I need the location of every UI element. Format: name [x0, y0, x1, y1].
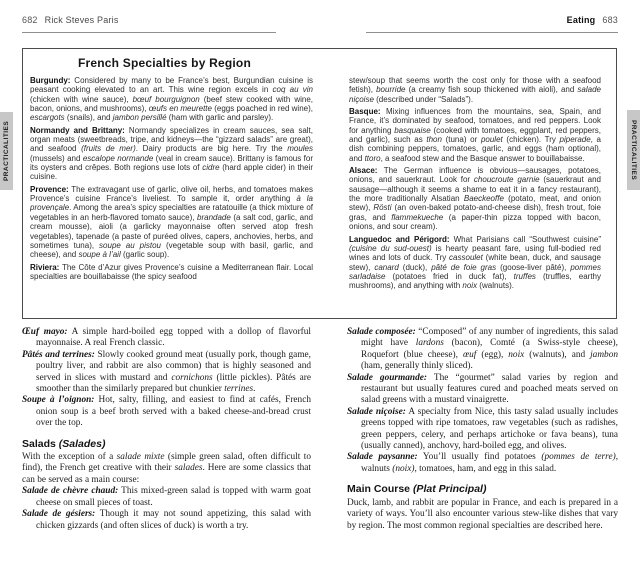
region-paragraph-riviera: [30, 263, 313, 282]
region-text: stew/soup that seems worth the cost only for those with a seafood fetish), bourride (a creamy fish soup thickened with aioli), and salade niçoise (described under “Salads”).: [349, 76, 601, 104]
heading-french: (Plat Principal): [412, 483, 487, 496]
side-tab-left: [0, 112, 13, 190]
region-name: Provence:: [30, 184, 69, 194]
food-entry-salade-paysanne: [347, 452, 618, 475]
entry-text: This mixed-green salad is topped with warm goat cheese on small pieces of toast.: [36, 486, 311, 508]
region-paragraph-alsace: [349, 166, 601, 231]
entry-term: Salade paysanne:: [347, 452, 418, 463]
entry-text: Slowly cooked ground meat (usually pork, though game, poultry liver, and rabbit are also common) that is highly seasoned and served in slices with mustard and cornichons (little pickles). Pâtés are smoother than the similarly prepared but chunkier terrines.: [36, 349, 312, 395]
region-name: Languedoc and Périgord:: [349, 234, 450, 244]
side-tab-left-label: PRACTICALITIES: [3, 120, 10, 182]
region-text: What Parisians call “Southwest cuisine” (cuisine du sud-ouest) is hearty peasant fare, using full-bodied red wines and lots of duck. Try cassoulet (white bean, duck, and sausage stew), canard (duck), pâté de foie gras (goose-liver pâté), pommes sarladaise (potatoes fried in duck fat), truffes (truffles, earthy mushrooms), and anything with noix (walnuts).: [349, 234, 601, 291]
region-paragraph-riviera-continued: [349, 76, 601, 104]
entry-text: You’ll usually find potatoes (pommes de terre), walnuts (noix), tomatoes, ham, and egg in this salad.: [361, 452, 619, 474]
region-name: Riviera:: [30, 262, 60, 272]
food-entry-salade-composee: [347, 327, 618, 373]
entry-text: A simple hard-boiled egg topped with a dollop of flavorful mayonnaise. A real French classic.: [36, 327, 312, 349]
region-name: Alsace:: [349, 166, 378, 176]
main-course-paragraph: Duck, lamb, and rabbit are popular in France, and each is prepared in a variety of ways. You’ll also encounter various stew-like dishes that vary by region. The most common regional specialties are described here.: [347, 497, 618, 531]
food-entry-salade-gesiers: [22, 509, 311, 532]
region-text: Normandy specializes in cream sauces, sea salt, organ meats (sweetbreads, tripe, and kidneys—the “gizzard salads” are great), and seafood (fruits de mer). Dairy products are big here. Try the moules (mussels) and escalope normande (veal in cream sauce). Brittany is famous for its oysters and crêpes. Both regions use lots of cidre (hard apple cider) in their cuisine.: [30, 125, 313, 182]
entry-term: Pâtés and terrines:: [22, 349, 95, 360]
entry-term: Salade gourmande:: [347, 372, 427, 383]
salads-intro-paragraph: With the exception of a salade mixte (simple green salad, often difficult to find), the French get creative with their salades. Here are some classics that can be served as a main course:: [22, 452, 311, 485]
header-rule-right: [366, 32, 618, 33]
running-header: [22, 15, 618, 25]
verso-running-head: [22, 15, 119, 25]
entry-text: A specialty from Nice, this tasty salad usually includes greens topped with ripe tomatoes, raw vegetables (such as radishes, green peppers, celery, and perhaps artichoke or fava beans), tuna (usually canned), anchovy, hard-boiled egg, and olives.: [361, 406, 618, 452]
body-column-left: [22, 327, 311, 532]
chapter-title: Eating: [566, 15, 596, 25]
sidebar-box-title: French Specialties by Region: [78, 56, 251, 70]
sidebar-box-right-column: [349, 51, 601, 314]
region-text: The German influence is obvious—sausages, potatoes, onions, and sauerkraut. Look for choucroute garnie (sauerkraut and sausage—although it seems a shame to eat it in a fancy restaurant), the more traditionally Alsatian Baeckeoffe (potato, meat, and onion stew), Rösti (an oven-baked potato-and-cheese dish), fresh trout, foie gras, and flammekueche (a paper-thin pizza topped with bacon, onions, and sour cream).: [349, 166, 601, 232]
region-name: Normandy and Brittany:: [30, 125, 125, 135]
region-paragraph-languedoc-perigord: [349, 235, 601, 291]
sidebar-box: [22, 48, 617, 319]
food-entry-salade-nicoise: [347, 407, 618, 453]
header-rule-left: [22, 32, 276, 33]
heading-french: (Salades): [58, 437, 106, 450]
region-text: The extravagant use of garlic, olive oil, herbs, and tomatoes makes Provence’s cuisine France’s liveliest. To sample it, order anything à la provençale. Among the area’s spicy specialties are ratatouille (a thick mixture of vegetables in an herb-flavored tomato sauce), brandade (a salt cod, garlic, and cream mousse), aioli (a garlicky mayonnaise often served atop fresh vegetables), tapenade (a paste of puréed olives, capers, anchovies, herbs, and sometimes tuna), soupe au pistou (vegetable soup with basil, garlic, and cheese), and soupe à l’ail (garlic soup).: [30, 184, 313, 260]
food-entry-salade-chevre-chaud: [22, 486, 311, 509]
region-text: Considered by many to be France’s best, Burgundian cuisine is peasant cooking elevated to an art. This wine region excels in coq au vin (chicken with wine sauce), bœuf bourguignon (beef stew cooked with wine, bacon, onions, and mushrooms), œufs en meurette (eggs poached in red wine), escargots (snails), and jambon persillé (ham with garlic and parsley).: [30, 76, 313, 123]
entry-term: Salade composée:: [347, 327, 416, 337]
book-title: Rick Steves Paris: [44, 15, 119, 25]
heading-main: Main Course: [347, 483, 411, 496]
food-entry-salade-gourmande: [347, 373, 618, 407]
food-entry-soupe-oignon: [22, 395, 311, 429]
left-page-number: 682: [22, 15, 38, 25]
region-text: Mixing influences from the mountains, sea, Spain, and France, it’s dominated by seafood, tomatoes, and red peppers. Look for anything basquaise (cooked with tomatoes, eggplant, red peppers, and garlic), such as thon (tuna) or poulet (chicken). Try piperade, a dish combining peppers, tomatoes, garlic, and eggs (ham optional), and ttoro, a seafood stew and the Basque answer to bouillabaisse.: [349, 107, 601, 163]
sidebar-box-left-column: [30, 51, 313, 314]
region-paragraph-basque: [349, 107, 601, 163]
section-heading-salads: [22, 439, 311, 450]
entry-term: Salade de chèvre chaud:: [22, 486, 119, 497]
body-column-right: [347, 327, 618, 532]
entry-term: Œuf mayo:: [22, 327, 68, 337]
right-page-number: 683: [602, 15, 618, 25]
food-entry-oeuf-mayo: [22, 327, 311, 350]
region-paragraph-normandy-brittany: [30, 126, 313, 182]
heading-main: Salads: [22, 437, 56, 450]
entry-text: The “gourmet” salad varies by region and restaurant but usually features cured and poached meats served on salad greens with a mustard vinaigrette.: [361, 372, 619, 406]
recto-running-head: [567, 15, 618, 25]
sidebar-box-column-gutter: [313, 51, 349, 314]
region-paragraph-provence: [30, 185, 313, 260]
region-text: The Côte d’Azur gives Provence’s cuisine a Mediterranean flair. Local specialties are bouillabaisse (the spicy seafood: [30, 262, 313, 281]
section-heading-main-course: [347, 484, 618, 495]
entry-term: Salade niçoise:: [347, 406, 406, 417]
entry-text: Though it may not sound appetizing, this salad with chicken gizzards (and often slices of duck) is worth a try.: [36, 509, 311, 531]
side-tab-right: [627, 110, 640, 190]
region-name: Basque:: [349, 107, 381, 117]
entry-term: Soupe à l’oignon:: [22, 395, 95, 406]
region-name: Burgundy:: [30, 76, 71, 85]
food-entry-pates-terrines: [22, 350, 311, 396]
entry-term: Salade de gésiers:: [22, 509, 96, 520]
region-paragraph-burgundy: [30, 76, 313, 123]
side-tab-right-label: PRACTICALITIES: [630, 119, 637, 181]
entry-text: Hot, salty, filling, and easiest to find at cafés, French onion soup is a beef broth served with a baked cheese-and-bread crust over the top.: [36, 395, 311, 429]
entry-text: “Composed” of any number of ingredients, this salad might have lardons (bacon), Comté (a Swiss-style cheese), Roquefort (blue cheese), œuf (egg), noix (walnuts), and jambon (ham, generally thinly sliced).: [361, 327, 618, 372]
